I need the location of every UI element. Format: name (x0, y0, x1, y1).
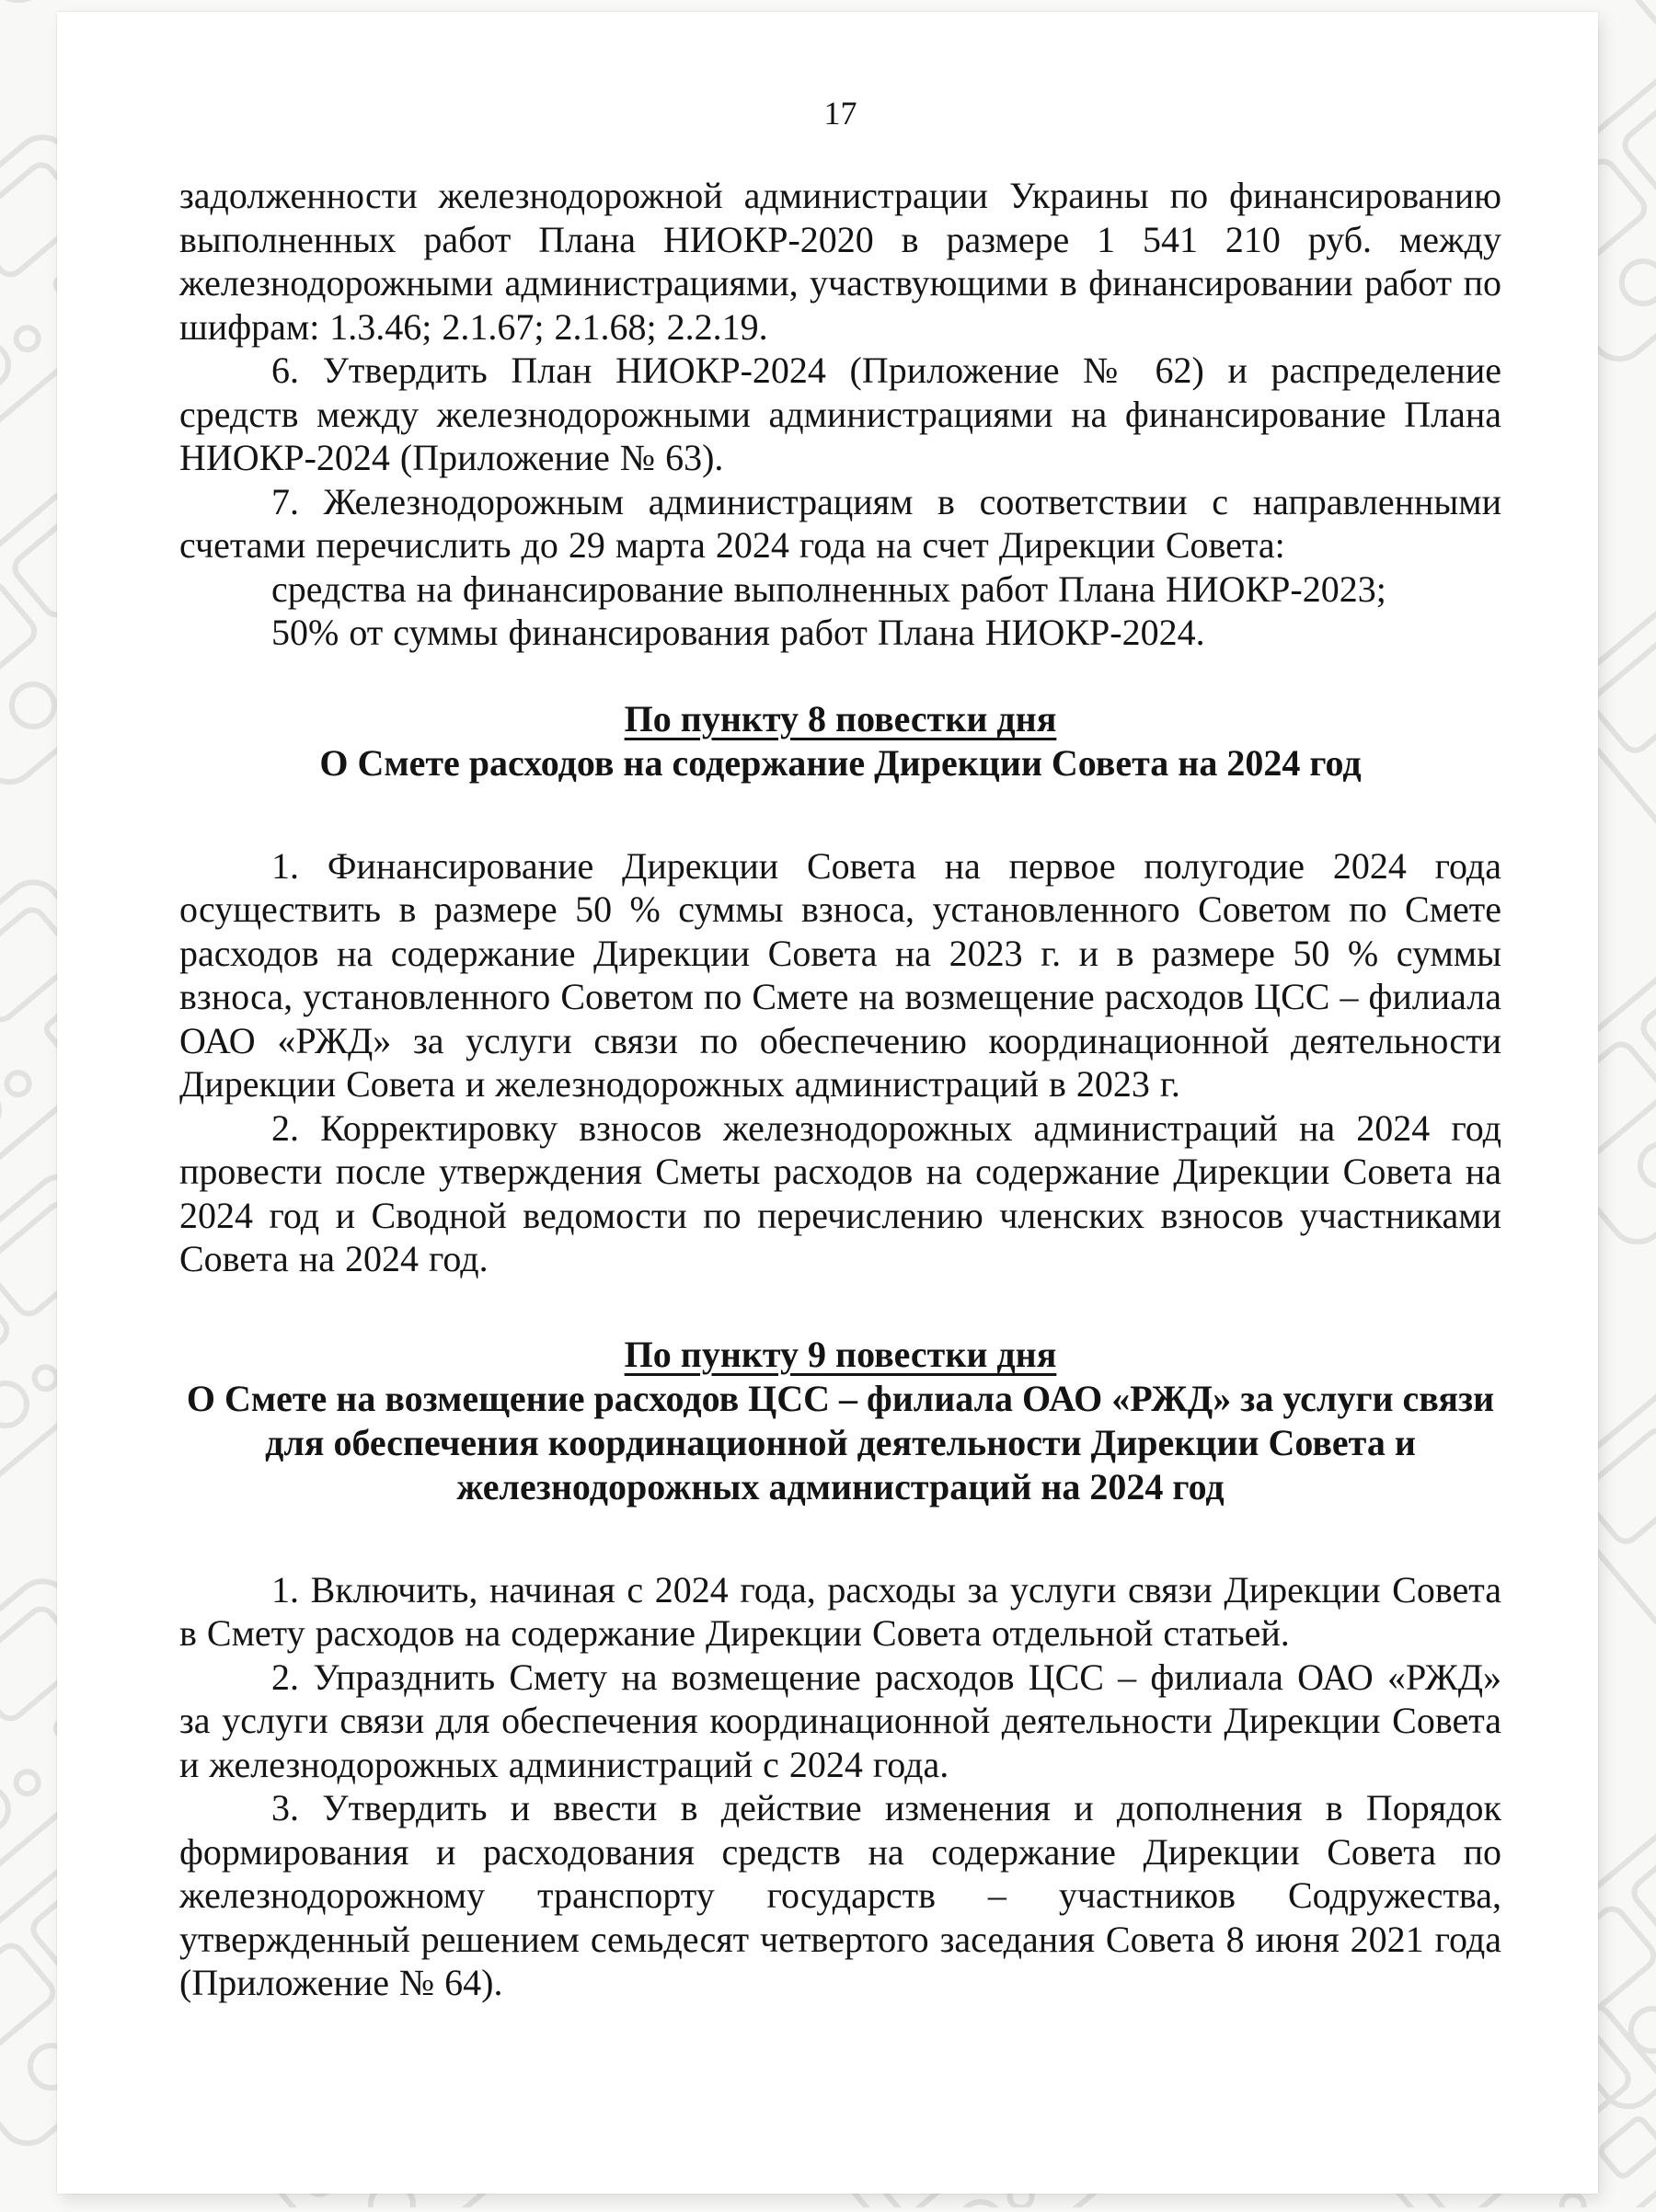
page-number: 17 (823, 95, 857, 132)
agenda-item-9-heading: По пункту 9 повестки дня (624, 1333, 1057, 1375)
agenda-item-9-subtitle (179, 1377, 1501, 1509)
agenda-item-9-subtitle-line: железнодорожных администраций на 2024 год (456, 1465, 1225, 1507)
section9-paragraph-1: 1. Включить, начиная с 2024 года, расходы за услуги связи Дирекции Совета в Смету расходов на содержание Дирекции Совета отдельной статьей. (179, 1568, 1501, 1654)
numbered-paragraph-7: 7. Железнодорожным администрациям в соответствии с направленными счетами перечислить до 29 марта 2024 года на счет Дирекции Совета: (179, 480, 1501, 566)
section9-paragraph-2: 2. Упразднить Смету на возмещение расходов ЦСС – филиала ОАО «РЖД» за услуги связи для обеспечения координационной деятельности Дирекции Совета и железнодорожных администраций с 2024 года. (179, 1656, 1501, 1785)
section9-paragraph-3: 3. Утвердить и ввести в действие изменения и дополнения в Порядок формирования и расходования средств на содержание Дирекции Совета по железнодорожному транспорту государств – участников Содружества, утвержденный решением семьдесят четвертого заседания Совета 8 июня 2021 года (Приложение № 64). (179, 1787, 1501, 2003)
agenda-item-9-subtitle-line: О Смете на возмещение расходов ЦСС – филиала ОАО «РЖД» за услуги связи (186, 1377, 1495, 1419)
list-item-niokr-2024: 50% от суммы финансирования работ Плана НИОКР-2024. (271, 612, 1205, 653)
agenda-item-8-heading: По пункту 8 повестки дня (624, 697, 1057, 739)
numbered-paragraph-6: 6. Утвердить План НИОКР-2024 (Приложение № 62) и распределение средств между железнодорожными администрациями на финансирование Плана НИОКР-2024 (Приложение № 63). (179, 350, 1501, 478)
continuation-paragraph: задолженности железнодорожной администрации Украины по финансированию выполненных работ Плана НИОКР-2020 в размере 1 541 210 руб. между железнодорожными администрациями, участвующими в финансировании работ по шифрам: 1.3.46; 2.1.67; 2.1.68; 2.2.19. (179, 175, 1501, 348)
section8-paragraph-1: 1. Финансирование Дирекции Совета на первое полугодие 2024 года осуществить в размере 50 % суммы взноса, установленного Советом по Смете расходов на содержание Дирекции Совета на 2023 г. и в размере 50 % суммы взноса, установленного Советом по Смете на возмещение расходов ЦСС – филиала ОАО «РЖД» за услуги связи по обеспечению координационной деятельности Дирекции Совета и железнодорожных администраций в 2023 г. (179, 844, 1501, 1105)
agenda-item-8-subtitle: О Смете расходов на содержание Дирекции Совета на 2024 год (319, 741, 1362, 784)
document-page (57, 12, 1598, 2194)
agenda-item-9-subtitle-line: для обеспечения координационной деятельности Дирекции Совета и (265, 1421, 1416, 1463)
section8-paragraph-2: 2. Корректировку взносов железнодорожных администраций на 2024 год провести после утверждения Сметы расходов на содержание Дирекции Совета на 2024 год и Сводной ведомости по перечислению членских взносов участниками Совета на 2024 год. (179, 1106, 1501, 1279)
spacer (179, 785, 1501, 844)
spacer (179, 1509, 1501, 1568)
list-item-niokr-2023: средства на финансирование выполненных работ Плана НИОКР-2023; (271, 567, 1386, 610)
